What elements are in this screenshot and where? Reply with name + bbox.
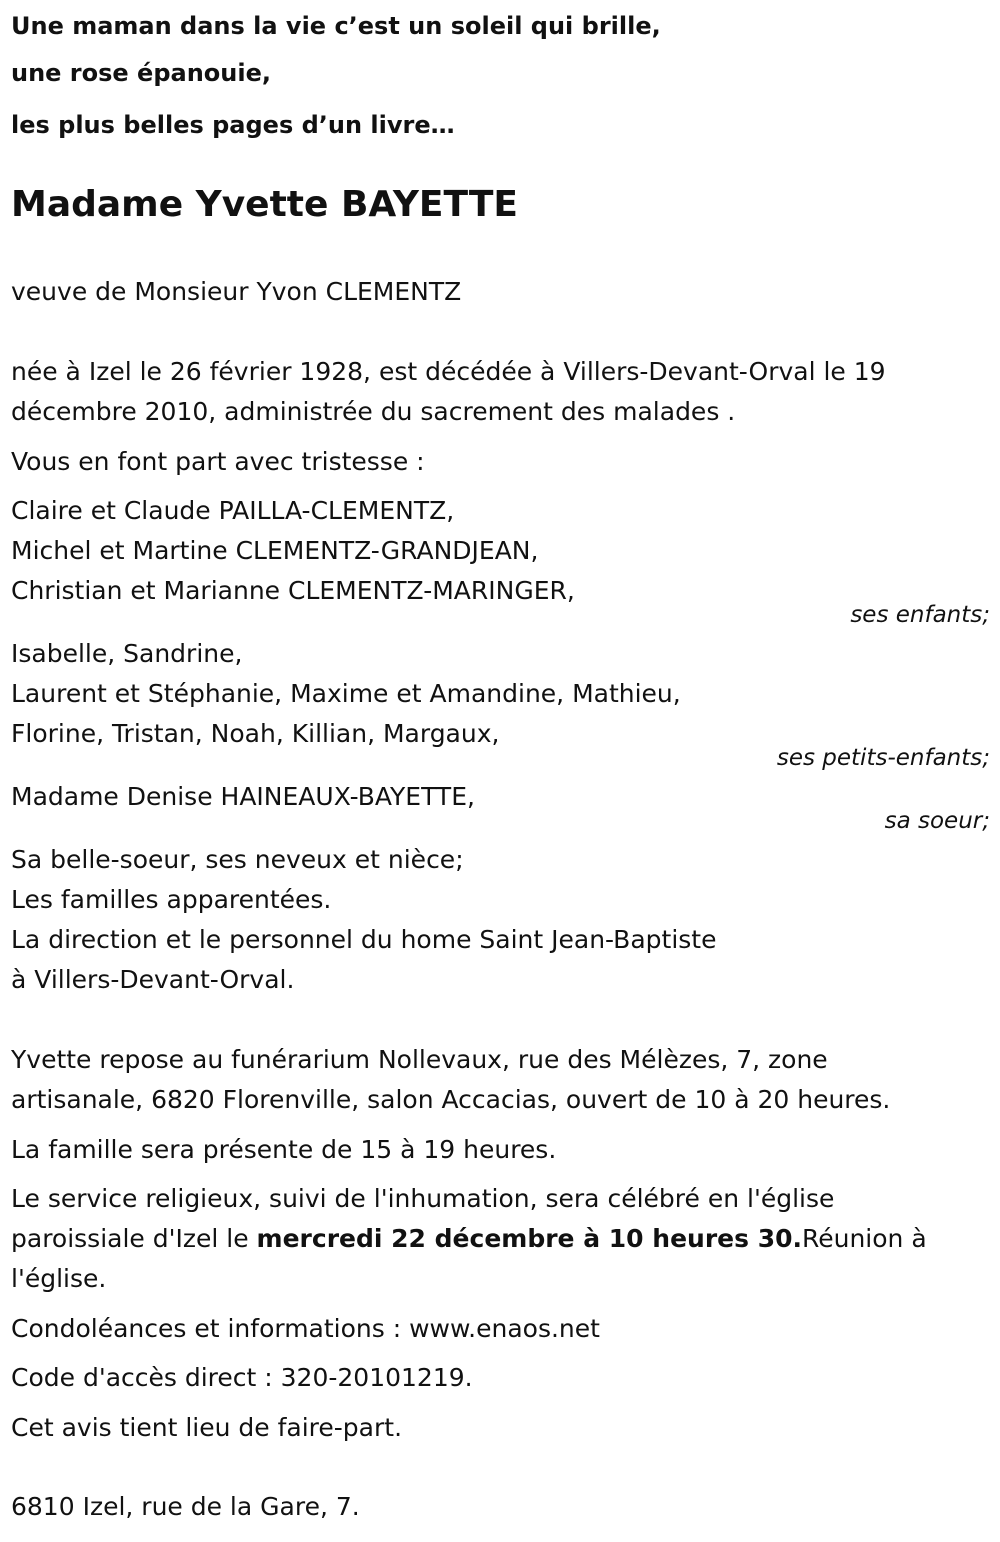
poem-line-2: une rose épanouie, [11,59,271,87]
condolences-line: Condoléances et informations : www.enaos.net [11,1314,600,1343]
family-presence-line: La famille sera présente de 15 à 19 heures. [11,1135,557,1164]
grandchildren-role: ses petits-enfants; [776,745,990,771]
others-line-3: La direction et le personnel du home Saint Jean-Baptiste [11,925,717,954]
others-line-2: Les familles apparentées. [11,885,332,914]
poem-line-1: Une maman dans la vie c’est un soleil qui brille, [11,12,661,40]
grandchild-line-3: Florine, Tristan, Noah, Killian, Margaux, [11,719,500,748]
child-line-3: Christian et Marianne CLEMENTZ-MARINGER, [11,576,575,605]
access-code-line: Code d'accès direct : 320-20101219. [11,1363,473,1392]
grandchild-line-2: Laurent et Stéphanie, Maxime et Amandine, Mathieu, [11,679,681,708]
repose-line-1: Yvette repose au funérarium Nollevaux, rue des Mélèzes, 7, zone [11,1045,828,1074]
birth-death-line-2: décembre 2010, administrée du sacrement des malades . [11,397,736,426]
service-date-time: mercredi 22 décembre à 10 heures 30. [256,1224,802,1253]
repose-line-2: artisanale, 6820 Florenville, salon Accacias, ouvert de 10 à 20 heures. [11,1085,891,1114]
child-line-1: Claire et Claude PAILLA-CLEMENTZ, [11,496,455,525]
service-line-2-end: Réunion à [801,1224,927,1253]
deceased-name: Madame Yvette BAYETTE [11,184,519,225]
grandchild-line-1: Isabelle, Sandrine, [11,639,243,668]
notice-line: Cet avis tient lieu de faire-part. [11,1413,403,1442]
service-line-2 [11,1219,927,1259]
poem-line-3: les plus belles pages d’un livre… [11,111,455,139]
sister-role: sa soeur; [884,808,990,834]
others-line-1: Sa belle-soeur, ses neveux et nièce; [11,845,464,874]
children-role: ses enfants; [850,602,990,628]
birth-death-line-1: née à Izel le 26 février 1928, est décédée à Villers-Devant-Orval le 19 [11,357,886,386]
service-line-2-start: paroissiale d'Izel le [11,1224,257,1253]
intro-line: Vous en font part avec tristesse : [11,447,425,476]
service-line-3: l'église. [11,1264,107,1293]
widow-line: veuve de Monsieur Yvon CLEMENTZ [11,277,462,306]
address-line: 6810 Izel, rue de la Gare, 7. [11,1492,360,1521]
child-line-2: Michel et Martine CLEMENTZ-GRANDJEAN, [11,536,539,565]
service-line-1: Le service religieux, suivi de l'inhumation, sera célébré en l'église [11,1184,835,1213]
others-line-4: à Villers-Devant-Orval. [11,965,295,994]
sister-line: Madame Denise HAINEAUX-BAYETTE, [11,782,475,811]
